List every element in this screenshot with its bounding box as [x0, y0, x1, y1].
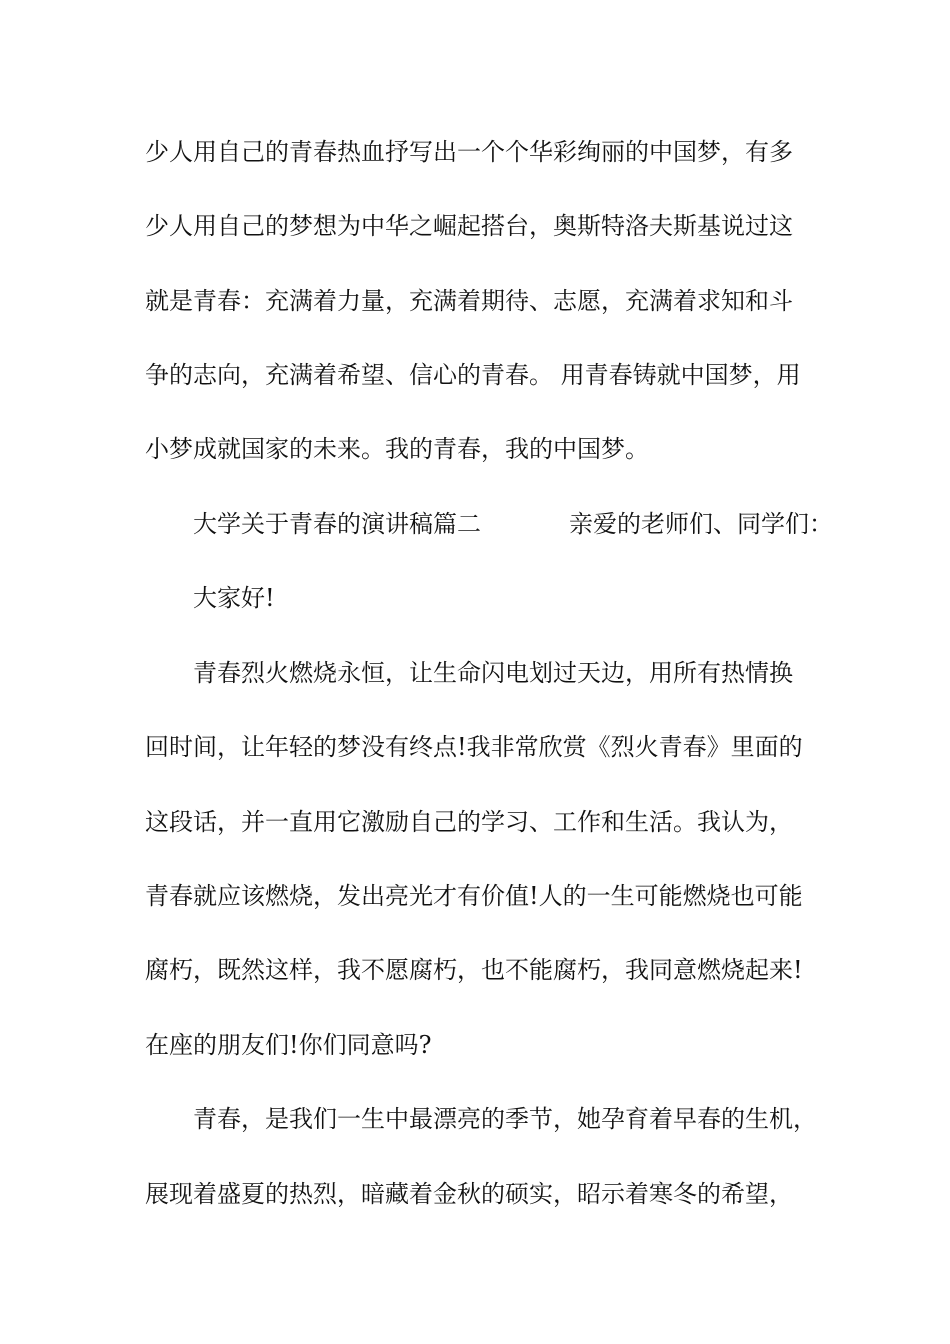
text-line: 展现着盛夏的热烈，暗藏着金秋的硕实，昭示着寒冬的希望， — [145, 1180, 793, 1208]
greeting: 大家好! — [193, 584, 275, 612]
text-line: 少人用自己的青春热血抒写出一个个华彩绚丽的中国梦，有多 — [145, 138, 793, 166]
text-line: 青春，是我们一生中最漂亮的季节，她孕育着早春的生机， — [193, 1105, 817, 1133]
text-line: 就是青春：充满着力量，充满着期待、志愿，充满着求知和斗 — [145, 287, 793, 315]
text-line: 腐朽，既然这样，我不愿腐朽，也不能腐朽，我同意燃烧起来! — [145, 956, 803, 984]
text-line: 回时间，让年轻的梦没有终点!我非常欣赏《烈火青春》里面的 — [145, 733, 803, 761]
text-line: 少人用自己的梦想为中华之崛起搭台，奥斯特洛夫斯基说过这 — [145, 212, 793, 240]
speech-title: 大学关于青春的演讲稿篇二 — [193, 510, 481, 538]
salutation: 亲爱的老师们、同学们： — [569, 510, 833, 538]
text-line: 青春烈火燃烧永恒，让生命闪电划过天边，用所有热情换 — [193, 659, 793, 687]
text-line: 青春就应该燃烧，发出亮光才有价值!人的一生可能燃烧也可能 — [145, 882, 803, 910]
text-line: 争的志向，充满着希望、信心的青春。 用青春铸就中国梦，用 — [145, 361, 801, 389]
text-line: 这段话，并一直用它激励自己的学习、工作和生活。我认为， — [145, 808, 793, 836]
section-heading — [193, 508, 833, 540]
text-line: 在座的朋友们!你们同意吗? — [145, 1031, 432, 1059]
text-line: 小梦成就国家的未来。我的青春，我的中国梦。 — [145, 435, 649, 463]
